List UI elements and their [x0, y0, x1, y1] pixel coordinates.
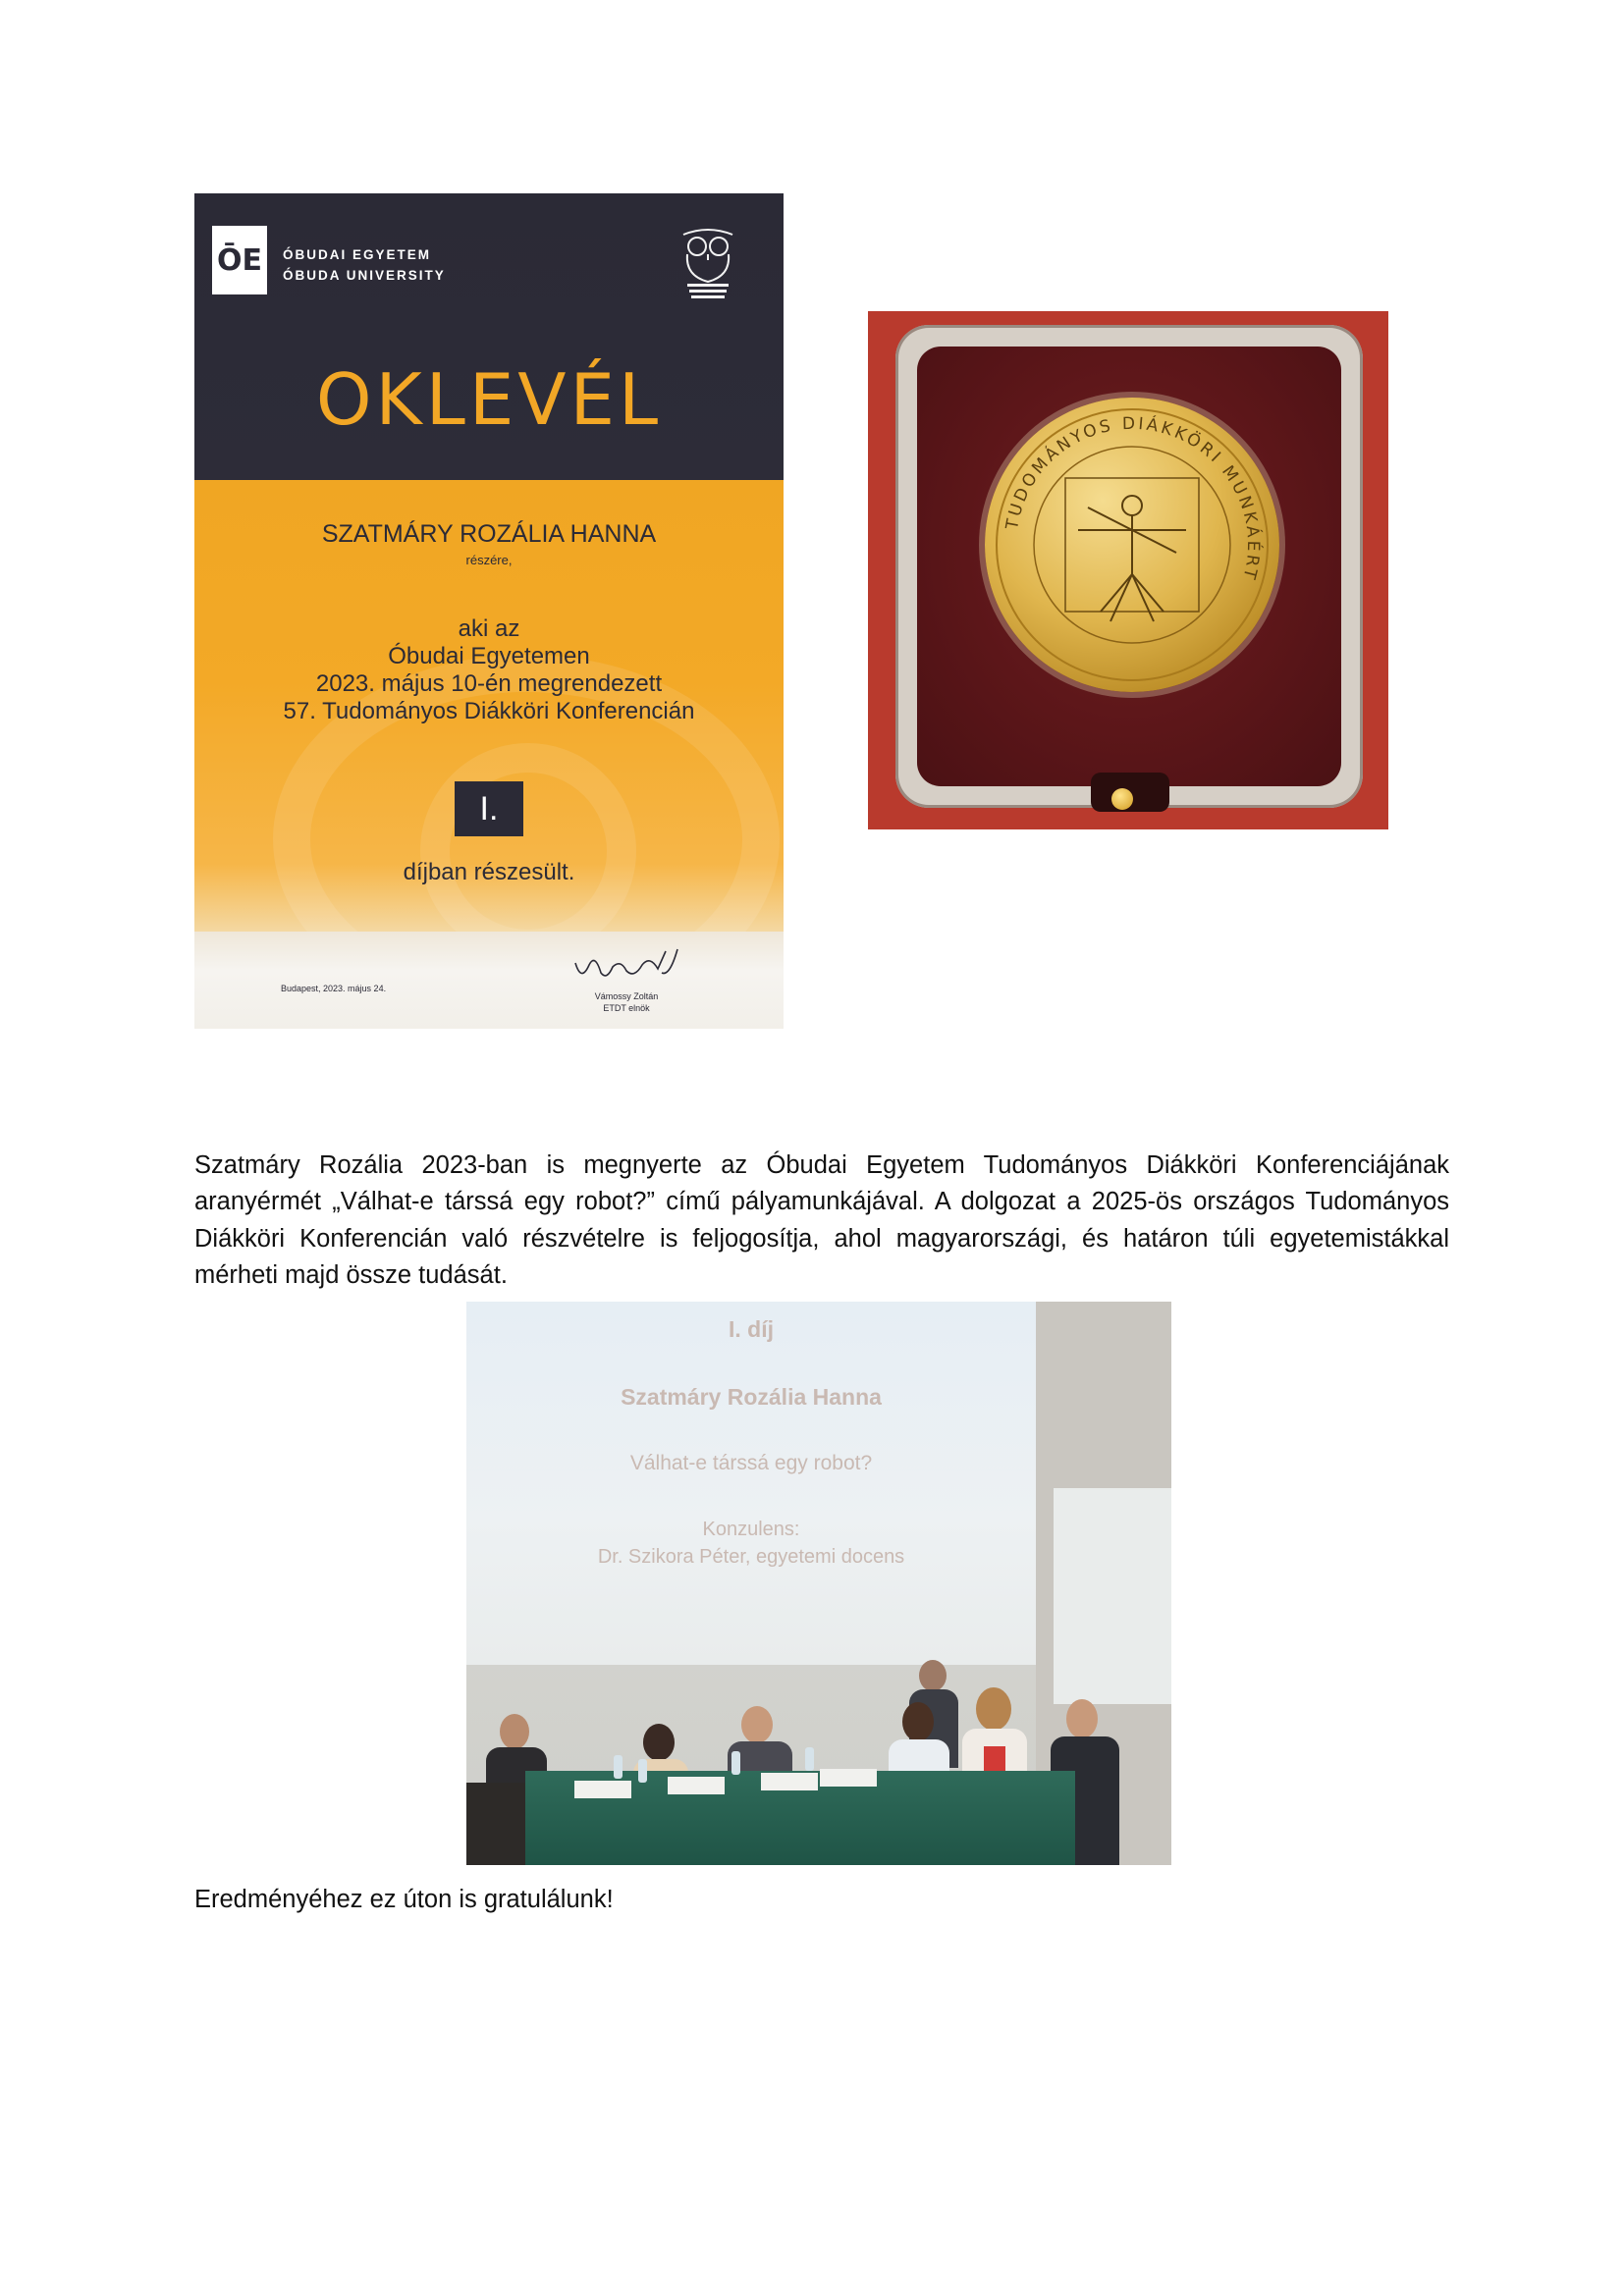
diploma-title: OKLEVÉL	[315, 358, 663, 441]
screen-consultant	[466, 1516, 1036, 1571]
water-bottle	[614, 1755, 623, 1779]
medal-photo	[868, 311, 1388, 829]
signer-name: Vámossy Zoltán	[594, 991, 659, 1001]
name-card	[820, 1769, 877, 1787]
diploma-body-line: Óbudai Egyetemen	[388, 643, 590, 669]
recipient-suffix: részére,	[465, 553, 513, 567]
whiteboard	[1054, 1488, 1171, 1704]
award-text: díjban részesült.	[403, 859, 575, 885]
water-bottle	[805, 1747, 814, 1771]
projection-screen	[466, 1302, 1036, 1665]
signer-title: ETDT elnök	[603, 1003, 650, 1013]
screen-consultant-name: Dr. Szikora Péter, egyetemi docens	[597, 1546, 905, 1568]
institution-name-en: ÓBUDA UNIVERSITY	[283, 268, 446, 283]
institution-name-hu: ÓBUDAI EGYETEM	[283, 247, 432, 262]
medal-engraving	[985, 398, 1279, 692]
case-clasp-button	[1111, 788, 1133, 810]
rank-badge: I.	[455, 781, 523, 836]
closing-line: Eredményéhez ez úton is gratulálunk!	[194, 1886, 614, 1913]
medal-inscription: TUDOMÁNYOS DIÁKKÖRI MUNKÁÉRT	[1001, 413, 1264, 584]
diploma-body-line: 2023. május 10-én megrendezett	[315, 670, 663, 697]
screen-name: Szatmáry Rozália Hanna	[621, 1384, 882, 1410]
institution-name	[283, 244, 446, 286]
name-card	[761, 1773, 818, 1790]
owl-logo-icon	[674, 225, 742, 303]
name-card	[574, 1781, 631, 1798]
diploma-watermark-swirl-inner	[420, 743, 636, 959]
signature-scribble	[571, 943, 681, 988]
diploma-body-line: 57. Tudományos Diákköri Konferencián	[283, 698, 695, 724]
signer-block	[548, 990, 705, 1014]
screen-title: Válhat-e társsá egy robot?	[629, 1452, 873, 1474]
svg-text:TUDOMÁNYOS DIÁKKÖRI MUNKÁÉRT	[1002, 413, 1265, 584]
place-date: Budapest, 2023. május 24.	[281, 984, 387, 993]
screen-consultant-label: Konzulens:	[702, 1519, 800, 1540]
water-bottle	[638, 1759, 647, 1783]
diploma-photo	[194, 193, 784, 1029]
article-paragraph: Szatmáry Rozália 2023-ban is megnyerte az Óbudai Egyetem Tudományos Diákköri Konferenciájának aranyérmét „Válhat-e társsá egy robot?” című pályamunkájával. A dolgozat a 2025-ös országos Tudományos Diákköri Konferencián való részvételre is feljogosítja, ahol magyarországi, és határon túli egyetemistákkal mérheti majd össze tudását.	[194, 1150, 1449, 1289]
water-bottle	[731, 1751, 740, 1775]
obuda-logo: ŌE	[212, 226, 267, 294]
recipient-name: SZATMÁRY ROZÁLIA HANNA	[321, 520, 657, 548]
screen-award: I. díj	[729, 1316, 774, 1342]
diploma-body-line: aki az	[458, 615, 520, 642]
ceremony-photo	[466, 1302, 1171, 1865]
diploma-body	[194, 615, 784, 725]
diploma-footer-band	[194, 932, 784, 1029]
name-card	[668, 1777, 725, 1794]
